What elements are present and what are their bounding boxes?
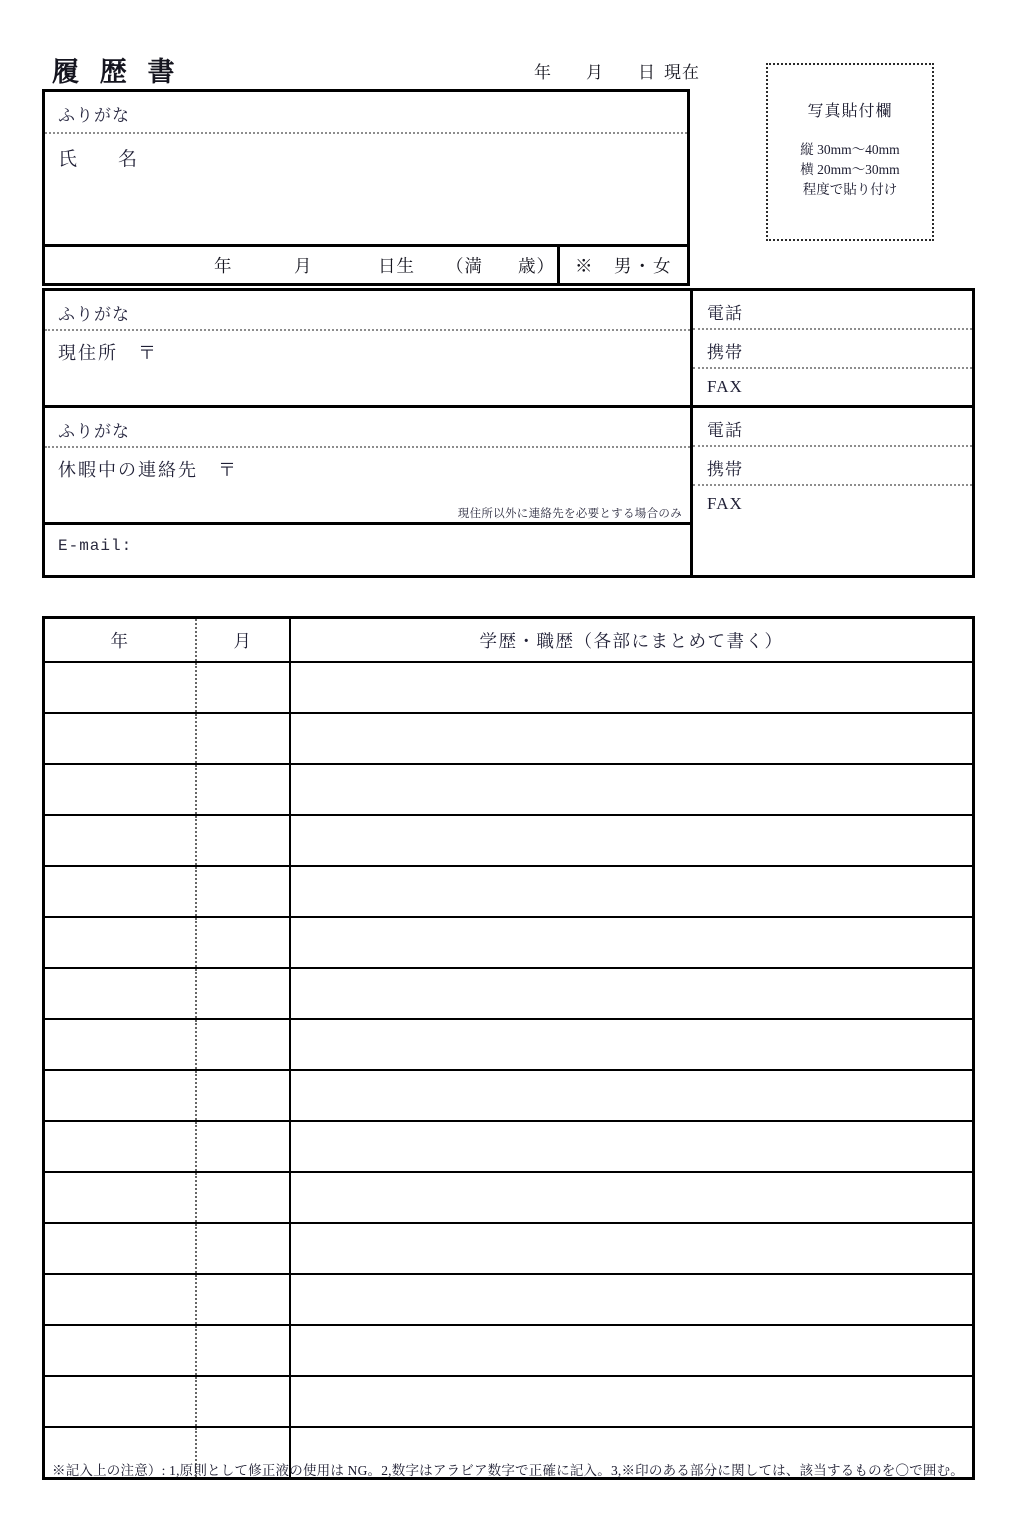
alt-address-note: 現住所以外に連絡先を必要とする場合のみ — [457, 508, 682, 520]
secondary-contact-group — [693, 408, 972, 525]
alt-address-field[interactable] — [45, 448, 690, 525]
birth-month-label: 月 — [294, 256, 313, 276]
birthdate-labels — [45, 253, 555, 278]
photo-spec-height: 縦 30mm〜40mm — [800, 142, 900, 157]
photo-spec — [768, 140, 932, 200]
history-table — [42, 616, 975, 1480]
table-row[interactable] — [45, 1019, 972, 1070]
birthdate-row[interactable] — [45, 244, 687, 283]
table-row[interactable] — [45, 1376, 972, 1427]
history-cell-desc[interactable] — [290, 1172, 972, 1223]
table-row[interactable] — [45, 866, 972, 917]
name-field[interactable] — [45, 134, 687, 244]
history-cell-year[interactable] — [45, 917, 196, 968]
primary-phone-label: 電話 — [707, 304, 743, 323]
history-cell-year[interactable] — [45, 764, 196, 815]
gender-label: ※ 男・女 — [575, 256, 673, 276]
history-cell-desc[interactable] — [290, 815, 972, 866]
primary-mobile-label: 携帯 — [707, 343, 743, 362]
page-title: 履 歴 書 — [52, 57, 182, 87]
identity-block — [42, 89, 690, 286]
instructions-note: ※記入上の注意）: 1,原則として修正液の使用は NG。2,数字はアラビア数字で正確に記入。3,※印のある部分に関しては、該当するものを〇で囲む。 — [52, 1463, 964, 1478]
alt-address-group — [45, 408, 690, 525]
history-cell-desc[interactable] — [290, 968, 972, 1019]
history-col-month: 月 — [196, 619, 290, 662]
history-cell-year[interactable] — [45, 1325, 196, 1376]
history-cell-month[interactable] — [196, 713, 290, 764]
secondary-fax-label: FAX — [707, 494, 743, 513]
gender-field[interactable] — [557, 244, 690, 283]
history-cell-desc[interactable] — [290, 1376, 972, 1427]
primary-mobile-field[interactable] — [693, 330, 972, 369]
current-address-label: 現住所 〒 — [58, 343, 158, 363]
photo-spec-note: 程度で貼り付け — [802, 182, 898, 197]
birth-age-open-label: （満 — [446, 256, 483, 276]
history-cell-month[interactable] — [196, 1274, 290, 1325]
history-cell-month[interactable] — [196, 1121, 290, 1172]
contact-right-column — [690, 291, 972, 575]
history-cell-desc[interactable] — [290, 1070, 972, 1121]
contact-block — [42, 288, 975, 578]
table-row[interactable] — [45, 815, 972, 866]
primary-fax-label: FAX — [707, 377, 743, 396]
history-cell-month[interactable] — [196, 1172, 290, 1223]
secondary-fax-field[interactable] — [693, 486, 972, 525]
table-row[interactable] — [45, 968, 972, 1019]
primary-phone-field[interactable] — [693, 291, 972, 330]
date-day-label: 日 — [638, 63, 656, 82]
history-col-year: 年 — [45, 619, 196, 662]
birth-age-close-label: 歳） — [518, 256, 555, 276]
secondary-phone-label: 電話 — [707, 421, 743, 440]
history-cell-desc[interactable] — [290, 1325, 972, 1376]
current-address-furigana-label: ふりがな — [58, 305, 130, 324]
history-cell-desc[interactable] — [290, 917, 972, 968]
table-row[interactable] — [45, 917, 972, 968]
date-current-label: 現在 — [664, 63, 700, 82]
photo-spec-width: 横 20mm〜30mm — [800, 162, 900, 177]
history-cell-desc[interactable] — [290, 1019, 972, 1070]
primary-contact-group — [693, 291, 972, 408]
history-cell-month[interactable] — [196, 1325, 290, 1376]
table-row[interactable] — [45, 1274, 972, 1325]
table-row[interactable] — [45, 662, 972, 713]
birth-year-label: 年 — [214, 256, 233, 276]
history-cell-year[interactable] — [45, 968, 196, 1019]
history-cell-desc[interactable] — [290, 1223, 972, 1274]
table-row[interactable] — [45, 713, 972, 764]
photo-area-title: 写真貼付欄 — [807, 103, 893, 120]
history-cell-year[interactable] — [45, 1376, 196, 1427]
history-cell-year[interactable] — [45, 662, 196, 713]
history-cell-year[interactable] — [45, 866, 196, 917]
history-cell-month[interactable] — [196, 1019, 290, 1070]
name-label: 氏 名 — [58, 149, 139, 170]
history-cell-year[interactable] — [45, 815, 196, 866]
history-cell-year[interactable] — [45, 1121, 196, 1172]
history-cell-desc[interactable] — [290, 764, 972, 815]
history-cell-month[interactable] — [196, 764, 290, 815]
secondary-mobile-label: 携帯 — [707, 460, 743, 479]
history-cell-month[interactable] — [196, 917, 290, 968]
current-address-furigana-field[interactable] — [45, 291, 690, 331]
date-month-label: 月 — [586, 63, 604, 82]
history-cell-desc[interactable] — [290, 1274, 972, 1325]
history-cell-year[interactable] — [45, 1172, 196, 1223]
photo-attachment-area[interactable] — [766, 63, 934, 241]
history-col-desc: 学歴・職歴（各部にまとめて書く） — [290, 619, 972, 662]
history-cell-month[interactable] — [196, 815, 290, 866]
secondary-phone-field[interactable] — [693, 408, 972, 447]
history-cell-desc[interactable] — [290, 662, 972, 713]
history-cell-month[interactable] — [196, 1223, 290, 1274]
name-furigana-field[interactable] — [45, 92, 687, 134]
history-cell-month[interactable] — [196, 1376, 290, 1427]
history-cell-desc[interactable] — [290, 866, 972, 917]
table-row[interactable] — [45, 1325, 972, 1376]
history-cell-month[interactable] — [196, 1070, 290, 1121]
history-cell-year[interactable] — [45, 713, 196, 764]
birth-day-label: 日生 — [378, 256, 415, 276]
history-cell-desc[interactable] — [290, 1121, 972, 1172]
alt-address-furigana-field[interactable] — [45, 408, 690, 448]
history-cell-month[interactable] — [196, 968, 290, 1019]
history-cell-year[interactable] — [45, 1070, 196, 1121]
current-address-group — [45, 291, 690, 408]
alt-address-furigana-label: ふりがな — [58, 422, 130, 441]
date-line — [510, 58, 700, 83]
table-row[interactable] — [45, 1172, 972, 1223]
table-row[interactable] — [45, 764, 972, 815]
email-label: E-mail: — [58, 537, 133, 555]
current-address-field[interactable] — [45, 331, 690, 408]
primary-fax-field[interactable] — [693, 369, 972, 408]
date-year-label: 年 — [534, 63, 552, 82]
alt-address-label: 休暇中の連絡先 〒 — [58, 460, 238, 480]
history-cell-year[interactable] — [45, 1223, 196, 1274]
name-furigana-label: ふりがな — [58, 106, 130, 125]
history-header-row — [45, 619, 972, 662]
secondary-mobile-field[interactable] — [693, 447, 972, 486]
history-cell-month[interactable] — [196, 662, 290, 713]
table-row[interactable] — [45, 1070, 972, 1121]
history-cell-year[interactable] — [45, 1019, 196, 1070]
history-cell-month[interactable] — [196, 866, 290, 917]
email-field[interactable] — [45, 525, 690, 575]
history-cell-desc[interactable] — [290, 713, 972, 764]
table-row[interactable] — [45, 1121, 972, 1172]
contact-left-column — [45, 291, 690, 575]
history-cell-year[interactable] — [45, 1274, 196, 1325]
table-row[interactable] — [45, 1223, 972, 1274]
